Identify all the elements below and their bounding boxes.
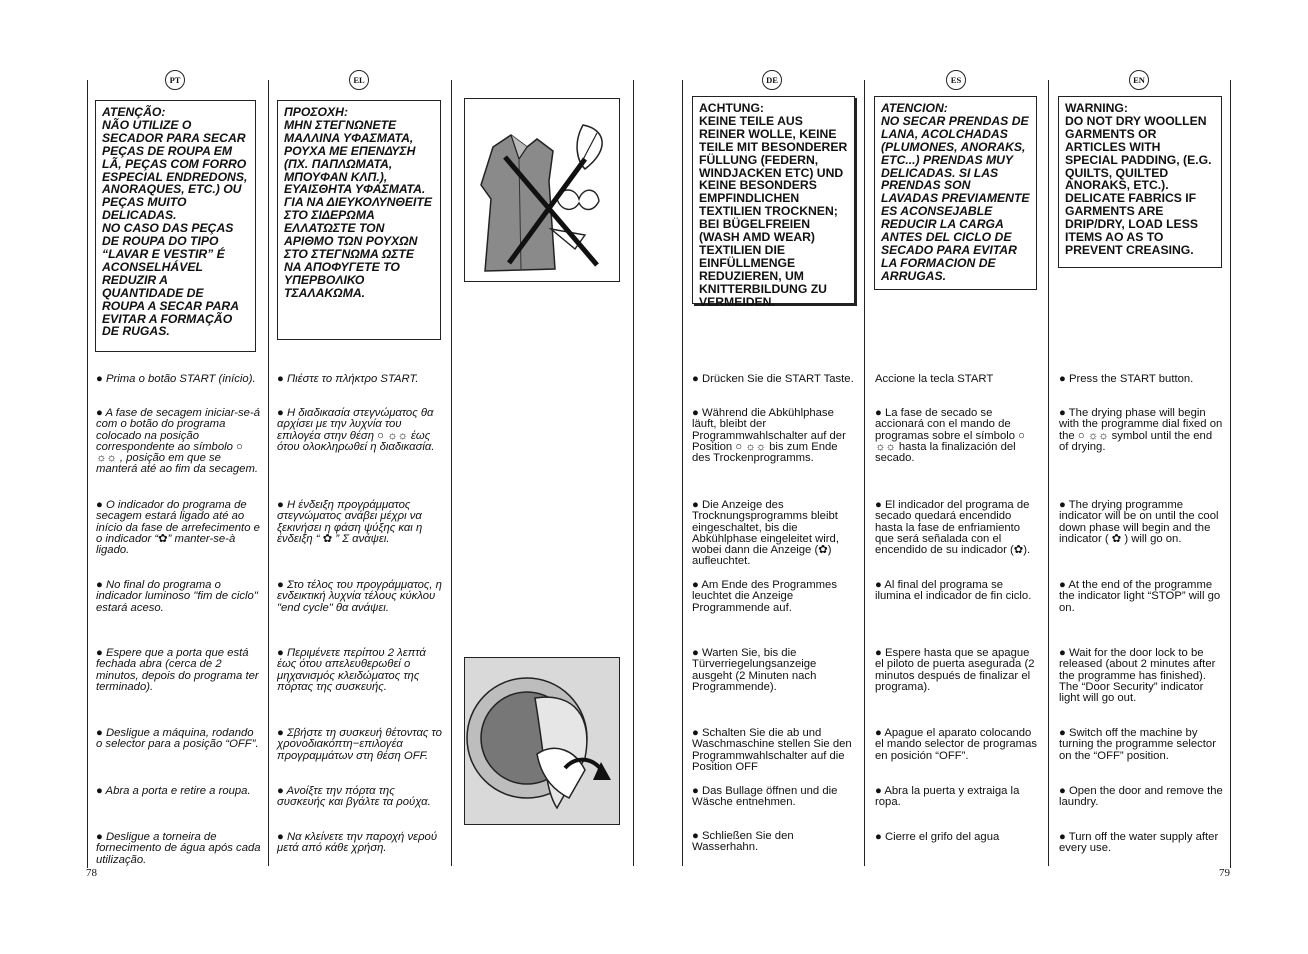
step-el-8: ● Να κλείνετε την παροχή νερού μετά από κάθε χρήση.	[277, 831, 438, 855]
page-number-left: 78	[86, 867, 97, 879]
step-es-2: ● La fase de secado se accionará con el mando de programas sobre el símbolo ○ ☼☼ hasta la finalización del secado.	[875, 407, 1025, 465]
step-el-2: ● Η διαδικασία στεγνώματος θα αρχίσει με την λυχνία του επιλογέα στην θέση ○ ☼☼ έως ότου ολοκληρωθεί η διαδικασία.	[277, 407, 435, 453]
step-de-5: ● Warten Sie, bis die Türverriegelungsanzeige ausgeht (2 Minuten nach Programmende).	[692, 647, 817, 693]
step-en-8: ● Turn off the water supply after every use.	[1059, 831, 1219, 855]
step-en-3: ● The drying programme indicator will be on until the cool down phase will begin and the indicator ( ✿ ) will go on.	[1059, 499, 1219, 545]
column-divider	[268, 80, 269, 866]
step-pt-2: ● A fase de secagem iniciar-se-á com o botão do programa colocado na posição correspondente ao símbolo ○ ☼☼ , posição em que se manterá até ao fim da secagem.	[96, 407, 261, 476]
warning-box-en: WARNING: DO NOT DRY WOOLLEN GARMENTS OR ARTICLES WITH SPECIAL PADDING, (E.G. QUILTS, QUILTED ANORAKS, ETC.). DELICATE FABRICS IF GARMENTS ARE DRIP/DRY, LOAD LESS ITEMS AO AS TO PREVENT CREASING.	[1058, 96, 1222, 268]
step-el-4: ● Στο τέλος του προγράμματος, η ενδεικτική λυχνία τέλους κύκλου "end cycle" θα ανάψει.	[277, 579, 442, 614]
step-en-5: ● Wait for the door lock to be released (about 2 minutes after the programme has finished). The “Door Security” indicator light will go out.	[1059, 647, 1216, 705]
step-pt-4: ● No final do programa o indicador luminoso "fim de ciclo" estará aceso.	[96, 579, 258, 614]
step-pt-8: ● Desligue a torneira de fornecimento de água após cada utilização.	[96, 831, 261, 866]
no-delicates-illustration	[464, 98, 620, 282]
warning-box-es: ATENCION: NO SECAR PRENDAS DE LANA, ACOLCHADAS (PLUMONES, ANORAKS, ETC...) PRENDAS MUY DELICADAS. SI LAS PRENDAS SON LAVADAS PREVIAMENTE ES ACONSEJABLE REDUCIR LA CARGA ANTES DEL CICLO DE SECADO PARA EVITAR LA FORMACION DE ARRUGAS.	[874, 96, 1037, 290]
column-divider	[1230, 80, 1231, 868]
step-es-5: ● Espere hasta que se apague el piloto de puerta asegurada (2 minutos después de finalizar el programa).	[875, 647, 1035, 693]
step-el-7: ● Ανοίξτε την πόρτα της συσκευής και βγάλτε τα ρούχα.	[277, 785, 431, 809]
step-de-1: ● Drücken Sie die START Taste.	[692, 373, 854, 385]
step-es-3: ● El indicador del programa de secado quedará encendido hasta la fase de enfriamiento que será señalada con el encendido de su indicador (✿).	[875, 499, 1031, 557]
step-es-1: Accione la tecla START	[875, 373, 994, 385]
language-badge-de: DE	[762, 70, 782, 90]
page-number-right: 79	[1219, 867, 1230, 879]
step-de-4: ● Am Ende des Programmes leuchtet die Anzeige Programmende auf.	[692, 579, 837, 614]
step-es-8: ● Cierre el grifo del agua	[875, 831, 1000, 843]
crossed-garments-icon	[465, 99, 619, 281]
step-de-7: ● Das Bullage öffnen und die Wäsche entnehmen.	[692, 785, 838, 809]
step-es-6: ● Apague el aparato colocando el mando selector de programas en posición “OFF”.	[875, 727, 1038, 762]
step-es-7: ● Abra la puerta y extraiga la ropa.	[875, 785, 1020, 809]
column-divider	[87, 80, 88, 868]
column-divider	[633, 80, 634, 866]
step-de-2: ● Während die Abkühlphase läuft, bleibt der Programmwahlschalter auf der Position ○ ☼☼ bis zum Ende des Trockenprogramms.	[692, 407, 846, 465]
step-pt-7: ● Abra a porta e retire a roupa.	[96, 785, 251, 797]
warning-box-pt: ATENÇÃO: NÃO UTILIZE O SECADOR PARA SECAR PEÇAS DE ROUPA EM LÃ, PEÇAS COM FORRO ESPECIAL ENDREDONS, ANORAQUES, ETC.) OU PEÇAS MUITO DELICADAS. NO CASO DAS PEÇAS DE ROUPA DO TIPO “LAVAR E VESTIR” É ACONSELHÁVEL REDUZIR A QUANTIDADE DE ROUPA A SECAR PARA EVITAR A FORMAÇÃO DE RUGAS.	[95, 100, 256, 352]
step-pt-3: ● O indicador do programa de secagem estará ligado até ao início da fase de arrefecimento e o indicador “✿” manter-se-à ligado.	[96, 499, 260, 557]
step-en-7: ● Open the door and remove the laundry.	[1059, 785, 1223, 809]
dryer-door-icon	[465, 658, 619, 824]
step-es-4: ● Al final del programa se ilumina el indicador de fin ciclo.	[875, 579, 1032, 603]
language-badge-es: ES	[946, 70, 966, 90]
step-el-6: ● Σβήστε τη συσκευή θέτοντας το χρονοδιακόπτη−επιλογέα προγραμμάτων στη θέση OFF.	[277, 727, 442, 762]
step-de-3: ● Die Anzeige des Trocknungsprogramms bleibt eingeschaltet, bis die Abkühlphase eingeleitet wird, wobei dann die Anzeige (✿) aufleuchtet.	[692, 499, 839, 568]
language-badge-en: EN	[1129, 70, 1149, 90]
step-pt-1: ● Prima o botão START (início).	[96, 373, 256, 385]
step-pt-6: ● Desligue a máquina, rodando o selector para a posição “OFF”.	[96, 727, 259, 751]
warning-box-el: ΠΡΟΣΟΧΗ: ΜΗΝ ΣΤΕΓΝΩΝΕΤΕ ΜΑΛΛΙΝΑ ΥΦΑΣΜΑΤΑ, ΡΟΥΧΑ ΜΕ ΕΠΕΝΔΥΣΗ (ΠΧ. ΠΑΠΛΩΜΑΤΑ, ΜΠΟΥΦΑΝ ΚΛΠ.), ΕΥΑΙΣΘΗΤΑ ΥΦΑΣΜΑΤΑ. ΓΙΑ ΝΑ ΔΙΕΥΚΟΛΥΝΘΕΙΤΕ ΣΤΟ ΣΙΔΕΡΩΜΑ ΕΛΛΑΤΩΣΤΕ ΤΟΝ ΑΡΙΘΜΟ ΤΩΝ ΡΟΥΧΩΝ ΣΤΟ ΣΤΕΓΝΩΜΑ ΩΣΤΕ ΝΑ ΑΠΟΦΥΓΕΤΕ ΤΟ ΥΠΕΡΒΟΛΙΚΟ ΤΣΑΛΑΚΩΜΑ.	[277, 100, 441, 340]
language-badge-el: EL	[349, 70, 369, 90]
step-en-2: ● The drying phase will begin with the programme dial fixed on the ○ ☼☼ symbol until the end of drying.	[1059, 407, 1223, 453]
language-badge-pt: PT	[165, 70, 185, 90]
column-divider	[682, 80, 683, 866]
step-el-3: ● Η ένδειξη προγράμματος στεγνώματος ανάβει μέχρι να ξεκινήσει η φάση ψύξης και η ένδειξη “ ✿ ” Σ ανάψει.	[277, 499, 423, 545]
door-open-illustration	[464, 657, 620, 825]
column-divider	[1048, 80, 1049, 866]
step-en-1: ● Press the START button.	[1059, 373, 1194, 385]
column-divider	[864, 80, 865, 866]
step-en-4: ● At the end of the programme the indicator light “STOP” will go on.	[1059, 579, 1221, 614]
step-pt-5: ● Espere que a porta que está fechada abra (cerca de 2 minutos, depois do programa ter terminado).	[96, 647, 259, 693]
step-de-8: ● Schließen Sie den Wasserhahn.	[692, 830, 794, 854]
step-de-6: ● Schalten Sie die ab und Waschmaschine stellen Sie den Programmwahlschalter auf die Position OFF	[692, 727, 852, 773]
column-divider	[451, 80, 452, 866]
step-el-5: ● Περιμένετε περίπου 2 λεπτά έως ότου απελευθερωθεί ο μηχανισμός κλειδώματος της πόρτας της συσκευής.	[277, 647, 426, 693]
step-en-6: ● Switch off the machine by turning the programme selector on the “OFF” position.	[1059, 727, 1216, 762]
warning-box-de: ACHTUNG: KEINE TEILE AUS REINER WOLLE, KEINE TEILE MIT BESONDERER FÜLLUNG (FEDERN, WINDJACKEN ETC) UND KEINE BESONDERS EMPFINDLICHEN TEXTILIEN TROCKNEN; BEI BÜGELFREIEN (WASH AMD WEAR) TEXTILIEN DIE EINFÜLLMENGE REDUZIEREN, UM KNITTERBILDUNG ZU VERMEIDEN.	[692, 96, 855, 304]
step-el-1: ● Πιέστε το πλήκτρο START.	[277, 373, 419, 385]
